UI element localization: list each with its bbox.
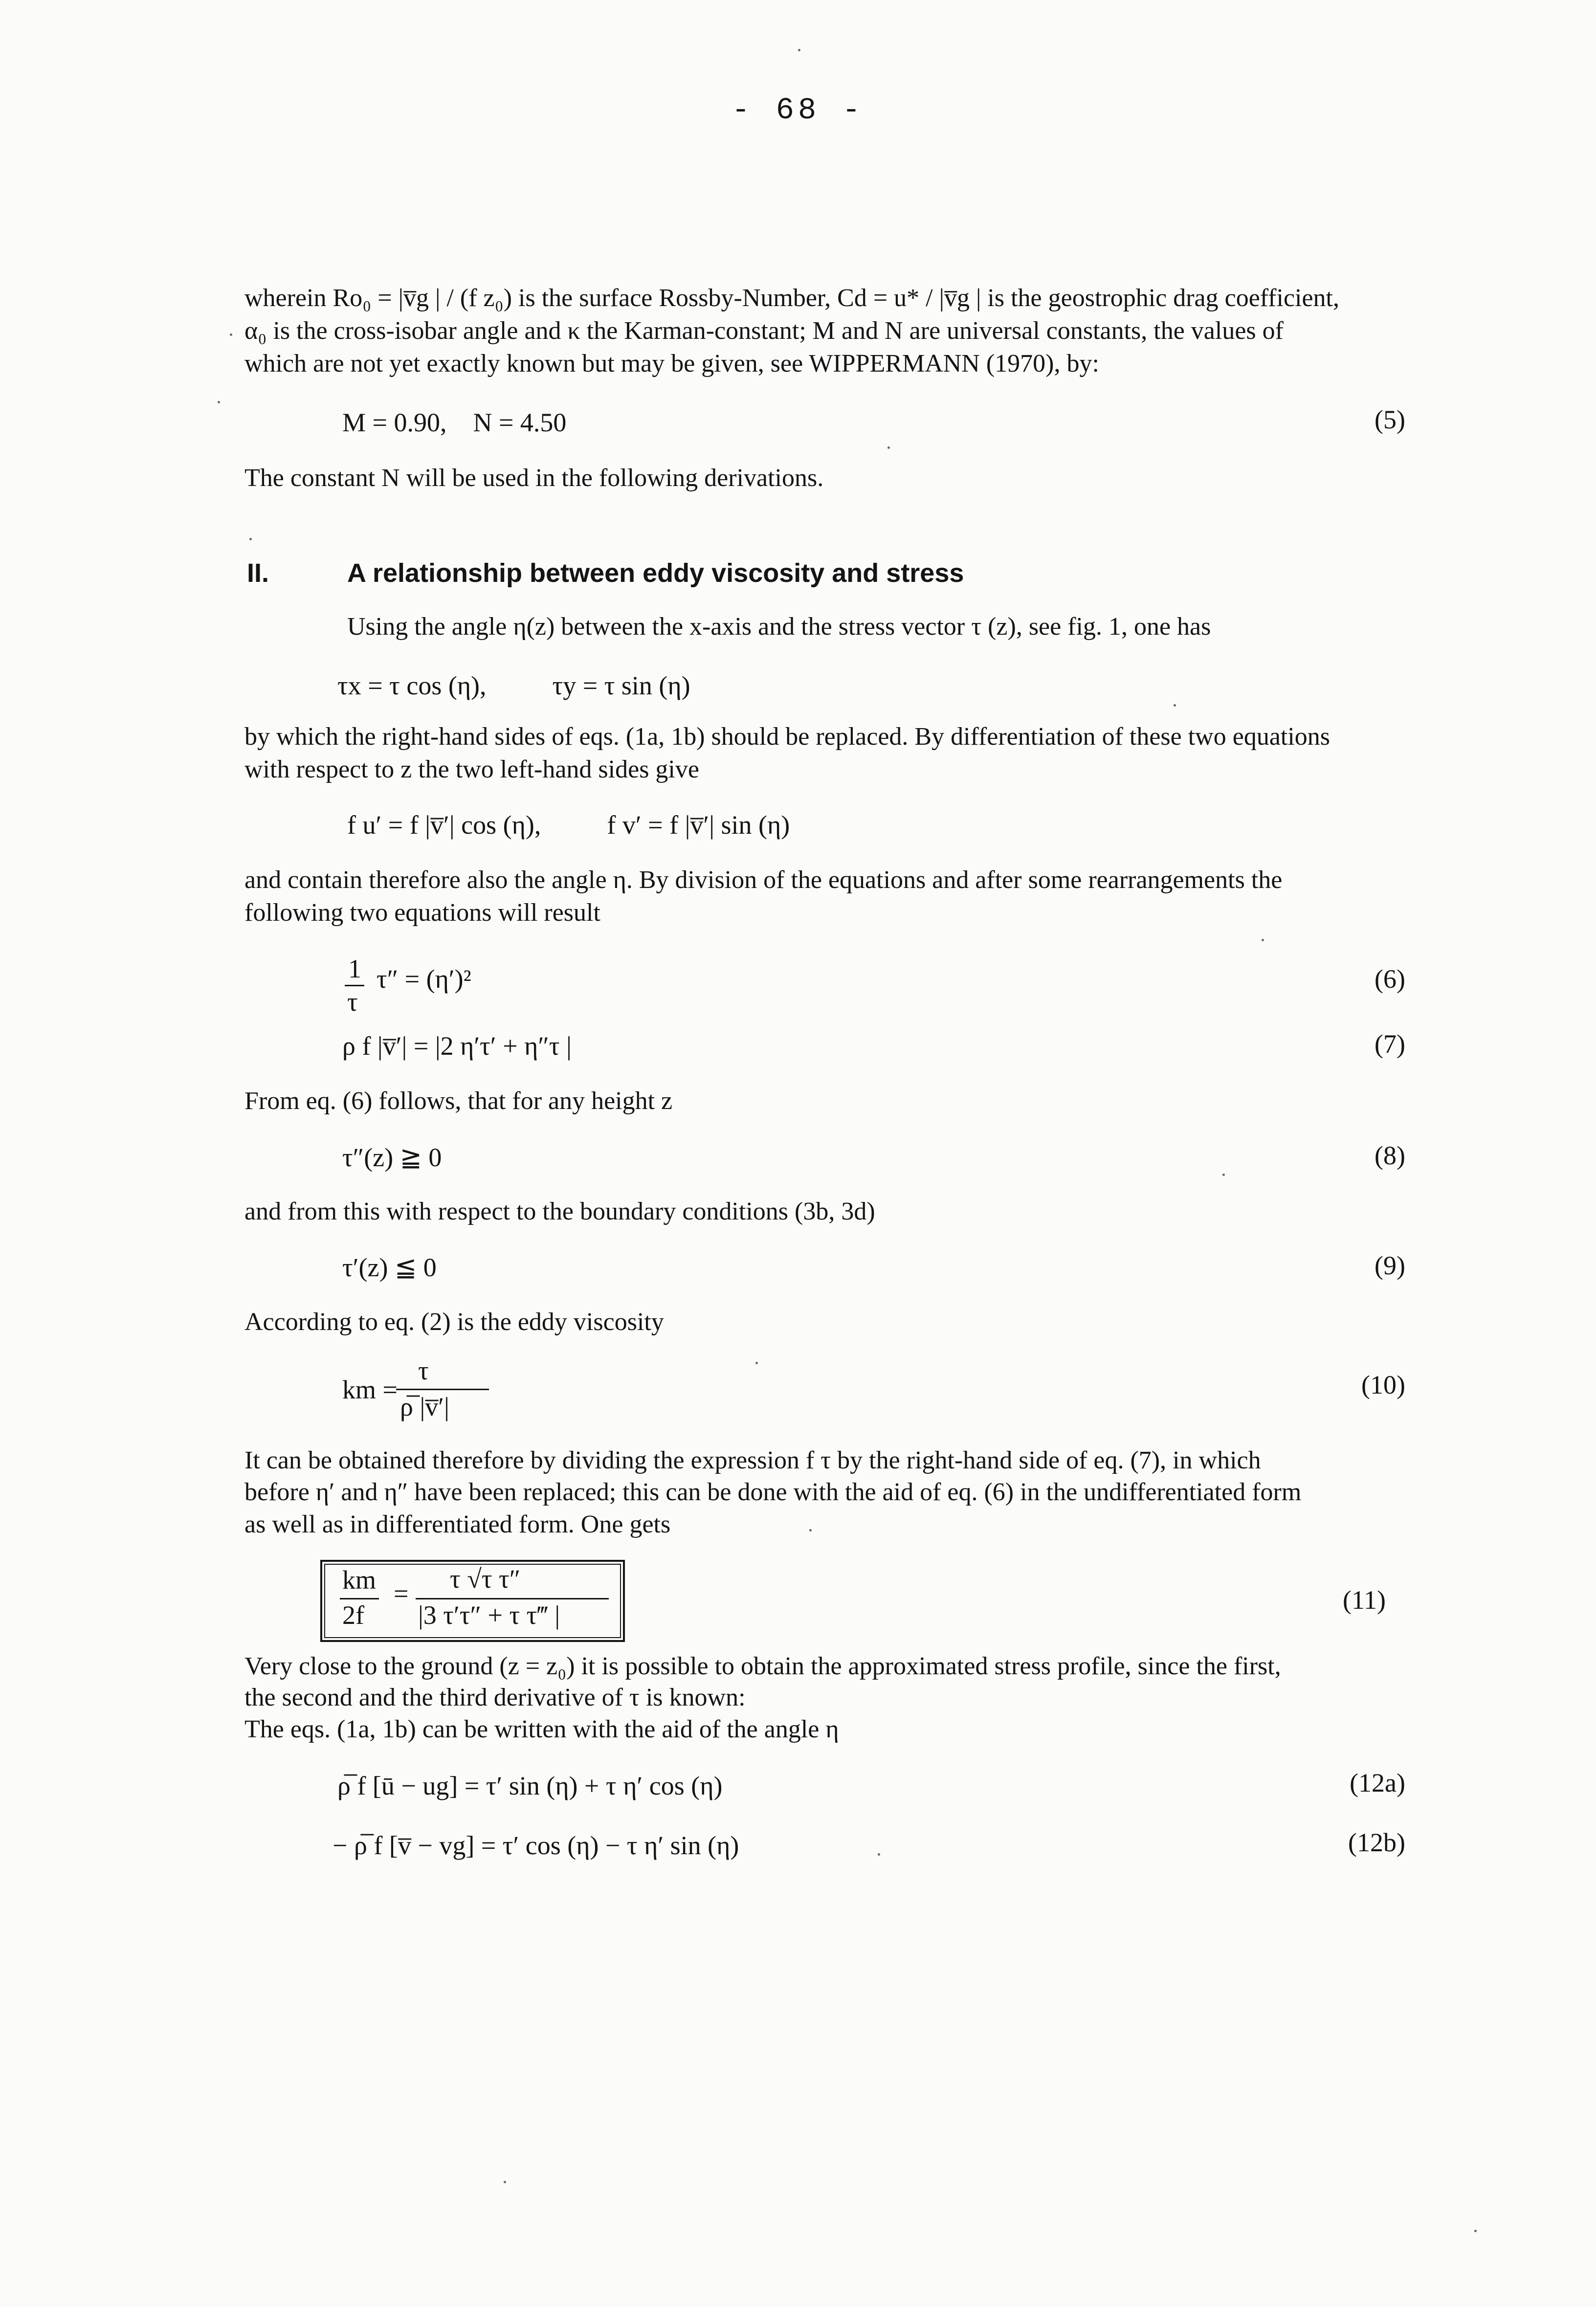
scan-speck [887,446,890,449]
equation-6-number: (6) [1374,964,1405,994]
scan-speck [1174,704,1176,707]
equation-10-fraction-bar [396,1389,489,1390]
scan-speck [230,333,232,336]
equation-9: τ′(z) ≦ 0 [342,1253,437,1282]
equation-8-number: (8) [1374,1141,1405,1170]
paragraph-ground-line-3: The eqs. (1a, 1b) can be written with the aid of the angle η [244,1715,839,1743]
page-number: - 68 - [732,93,864,128]
paragraph-angle-contain-line-1: and contain therefore also the angle η. By division of the equations and after some rearrangements the [244,866,1283,894]
equation-11-number: (11) [1343,1585,1386,1615]
equation-6-rhs: τ″ = (η′)² [377,964,471,994]
equation-7-number: (7) [1374,1029,1405,1059]
equation-tau-components: τx = τ cos (η), τy = τ sin (η) [337,671,690,700]
equation-10-lhs: km = [342,1375,398,1404]
paragraph-obtained-line-1: It can be obtained therefore by dividing the expression f τ by the right-hand side of eq. (7), in which [244,1446,1261,1474]
equation-11-lhs-bar [340,1598,379,1599]
section-number: II. [247,558,269,588]
paragraph-angle-contain-line-2: following two equations will result [244,899,600,927]
equation-7: ρ f |v̅′| = |2 η′τ′ + η″τ | [342,1031,572,1061]
scan-speck [798,49,800,51]
equation-6-fraction-bar [345,985,364,986]
paragraph-height: From eq. (6) follows, that for any height z [244,1087,673,1115]
scan-speck [1262,939,1264,941]
equation-10-denominator: ρ̅ |v̅′| [400,1392,449,1421]
equation-5: M = 0.90, N = 4.50 [342,408,567,437]
paragraph-ground-line-2: the second and the third derivative of τ is known: [244,1684,746,1711]
equation-12a-number: (12a) [1350,1768,1405,1797]
paragraph-obtained-line-3: as well as in differentiated form. One gets [244,1510,671,1538]
equation-12b-number: (12b) [1348,1828,1405,1857]
scan-speck [1222,1174,1225,1176]
equation-9-number: (9) [1374,1251,1405,1280]
paragraph-obtained-line-2: before η′ and η″ have been replaced; this can be done with the aid of eq. (6) in the undifferentiated form [244,1478,1302,1506]
equation-11-denominator: |3 τ′τ″ + τ τ‴ | [418,1600,560,1630]
intro-line-2: α₀ is the cross-isobar angle and κ the Karman-constant; M and N are universal constants, the values of [244,317,1284,345]
equation-5-number: (5) [1374,405,1405,434]
paragraph-eddy-viscosity: According to eq. (2) is the eddy viscosity [244,1308,664,1336]
equation-11-lhs-numerator: km [342,1565,377,1595]
intro-line-1: wherein Ro₀ = |v̅g | / (f z₀) is the surface Rossby-Number, Cd = u* / |v̅g | is the geostrophic drag coefficient, [244,284,1339,312]
equation-6-numerator: 1 [348,954,361,983]
paragraph-replace-line-2: with respect to z the two left-hand sides give [244,755,699,783]
equation-10-number: (10) [1361,1370,1405,1399]
intro-line-3: which are not yet exactly known but may be given, see WIPPERMANN (1970), by: [244,350,1099,377]
equation-11-fraction-bar [416,1598,609,1599]
scan-speck [1474,2230,1477,2232]
constant-sentence: The constant N will be used in the following derivations. [244,464,824,492]
equation-11-equals: = [394,1579,409,1608]
equation-11-lhs-denominator: 2f [342,1600,364,1630]
scan-speck [504,2181,506,2183]
scan-speck [218,401,220,403]
section-title: A relationship between eddy viscosity and stress [347,558,964,588]
paragraph-boundary: and from this with respect to the boundary conditions (3b, 3d) [244,1198,875,1225]
scan-speck [249,538,252,540]
equation-12b: − ρ̅ f [v̅ − vg] = τ′ cos (η) − τ η′ sin (η) [332,1831,739,1860]
scan-speck [755,1362,758,1364]
equation-10-numerator: τ [418,1356,429,1385]
paragraph-ground-line-1: Very close to the ground (z = z₀) it is possible to obtain the approximated stress profile, since the first, [244,1652,1281,1680]
paragraph-replace-line-1: by which the right-hand sides of eqs. (1a, 1b) should be replaced. By differentiation of these two equations [244,723,1330,751]
equation-12a: ρ̅ f [ū − ug] = τ′ sin (η) + τ η′ cos (η) [337,1771,723,1800]
equation-8: τ″(z) ≧ 0 [342,1143,442,1172]
equation-11-numerator: τ √τ τ″ [450,1564,521,1594]
scan-speck [878,1853,880,1856]
equation-velocity-derivatives: f u′ = f |v̅′| cos (η), f v′ = f |v̅′| sin (η) [347,810,790,840]
paragraph-angle: Using the angle η(z) between the x-axis and the stress vector τ (z), see fig. 1, one has [347,613,1211,641]
scan-speck [809,1529,812,1531]
equation-6-denominator: τ [347,987,358,1017]
